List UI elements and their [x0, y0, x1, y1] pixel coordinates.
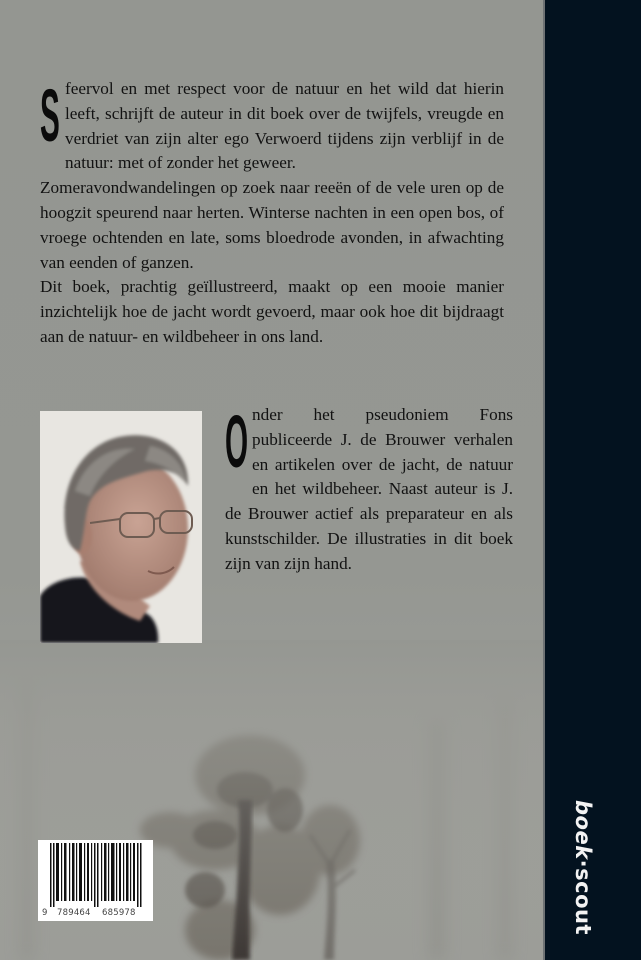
barcode-lead-digit: 9: [42, 908, 48, 918]
publisher-logo-separator: ·: [571, 859, 595, 869]
publisher-logo-part-2: scout: [571, 868, 595, 936]
barcode-bars: [38, 840, 153, 910]
barcode-group-1: 789464: [57, 908, 91, 918]
dropcap-s: S: [40, 74, 60, 158]
blurb-paragraph-2: Zomeravondwandelingen op zoek naar reeën of de vele uren op de hoogzit speurend naar herten. Winterse nachten in een open bos, of vroege ochtenden en late, soms bloedrode avonden, in afwachting van eenden of ganzen.: [40, 178, 504, 272]
publisher-logo: [571, 800, 595, 935]
author-bio-paragraph: [225, 400, 513, 577]
author-bio: [225, 400, 513, 577]
isbn-barcode: [38, 840, 153, 921]
blurb-text: [40, 74, 504, 350]
book-spine: [543, 0, 641, 960]
blurb-paragraph-1-text: feervol en met respect voor de natuur en het wild dat hierin leeft, schrijft de auteur in dit boek over de twijfels, vreugde en verdriet van zijn alter ego Verwoerd tijdens zijn verblijf in de natuur: met of zonder het geweer.: [65, 79, 504, 173]
author-bio-text: nder het pseudoniem Fons publiceerde J. de Brouwer verhalen en artikelen over de jacht, de natuur en het wildbeheer. Naast auteur is J. de Brouwer actief als preparateur en als kunstschilder. De illustraties in dit boek zijn van zijn hand.: [225, 405, 513, 573]
author-portrait-image: [40, 411, 202, 643]
publisher-logo-part-1: boek: [571, 800, 595, 860]
blurb-paragraph-3: Dit boek, prachtig geïllustreerd, maakt op een mooie manier inzichtelijk hoe de jacht wordt gevoerd, maar ook hoe dit bijdraagt aan de natuur- en wildbeheer in ons land.: [40, 277, 504, 346]
dropcap-o: O: [225, 400, 249, 484]
blurb-paragraph-1: [40, 74, 504, 176]
barcode-group-2: 685978: [102, 908, 136, 918]
author-photo: [40, 411, 202, 643]
